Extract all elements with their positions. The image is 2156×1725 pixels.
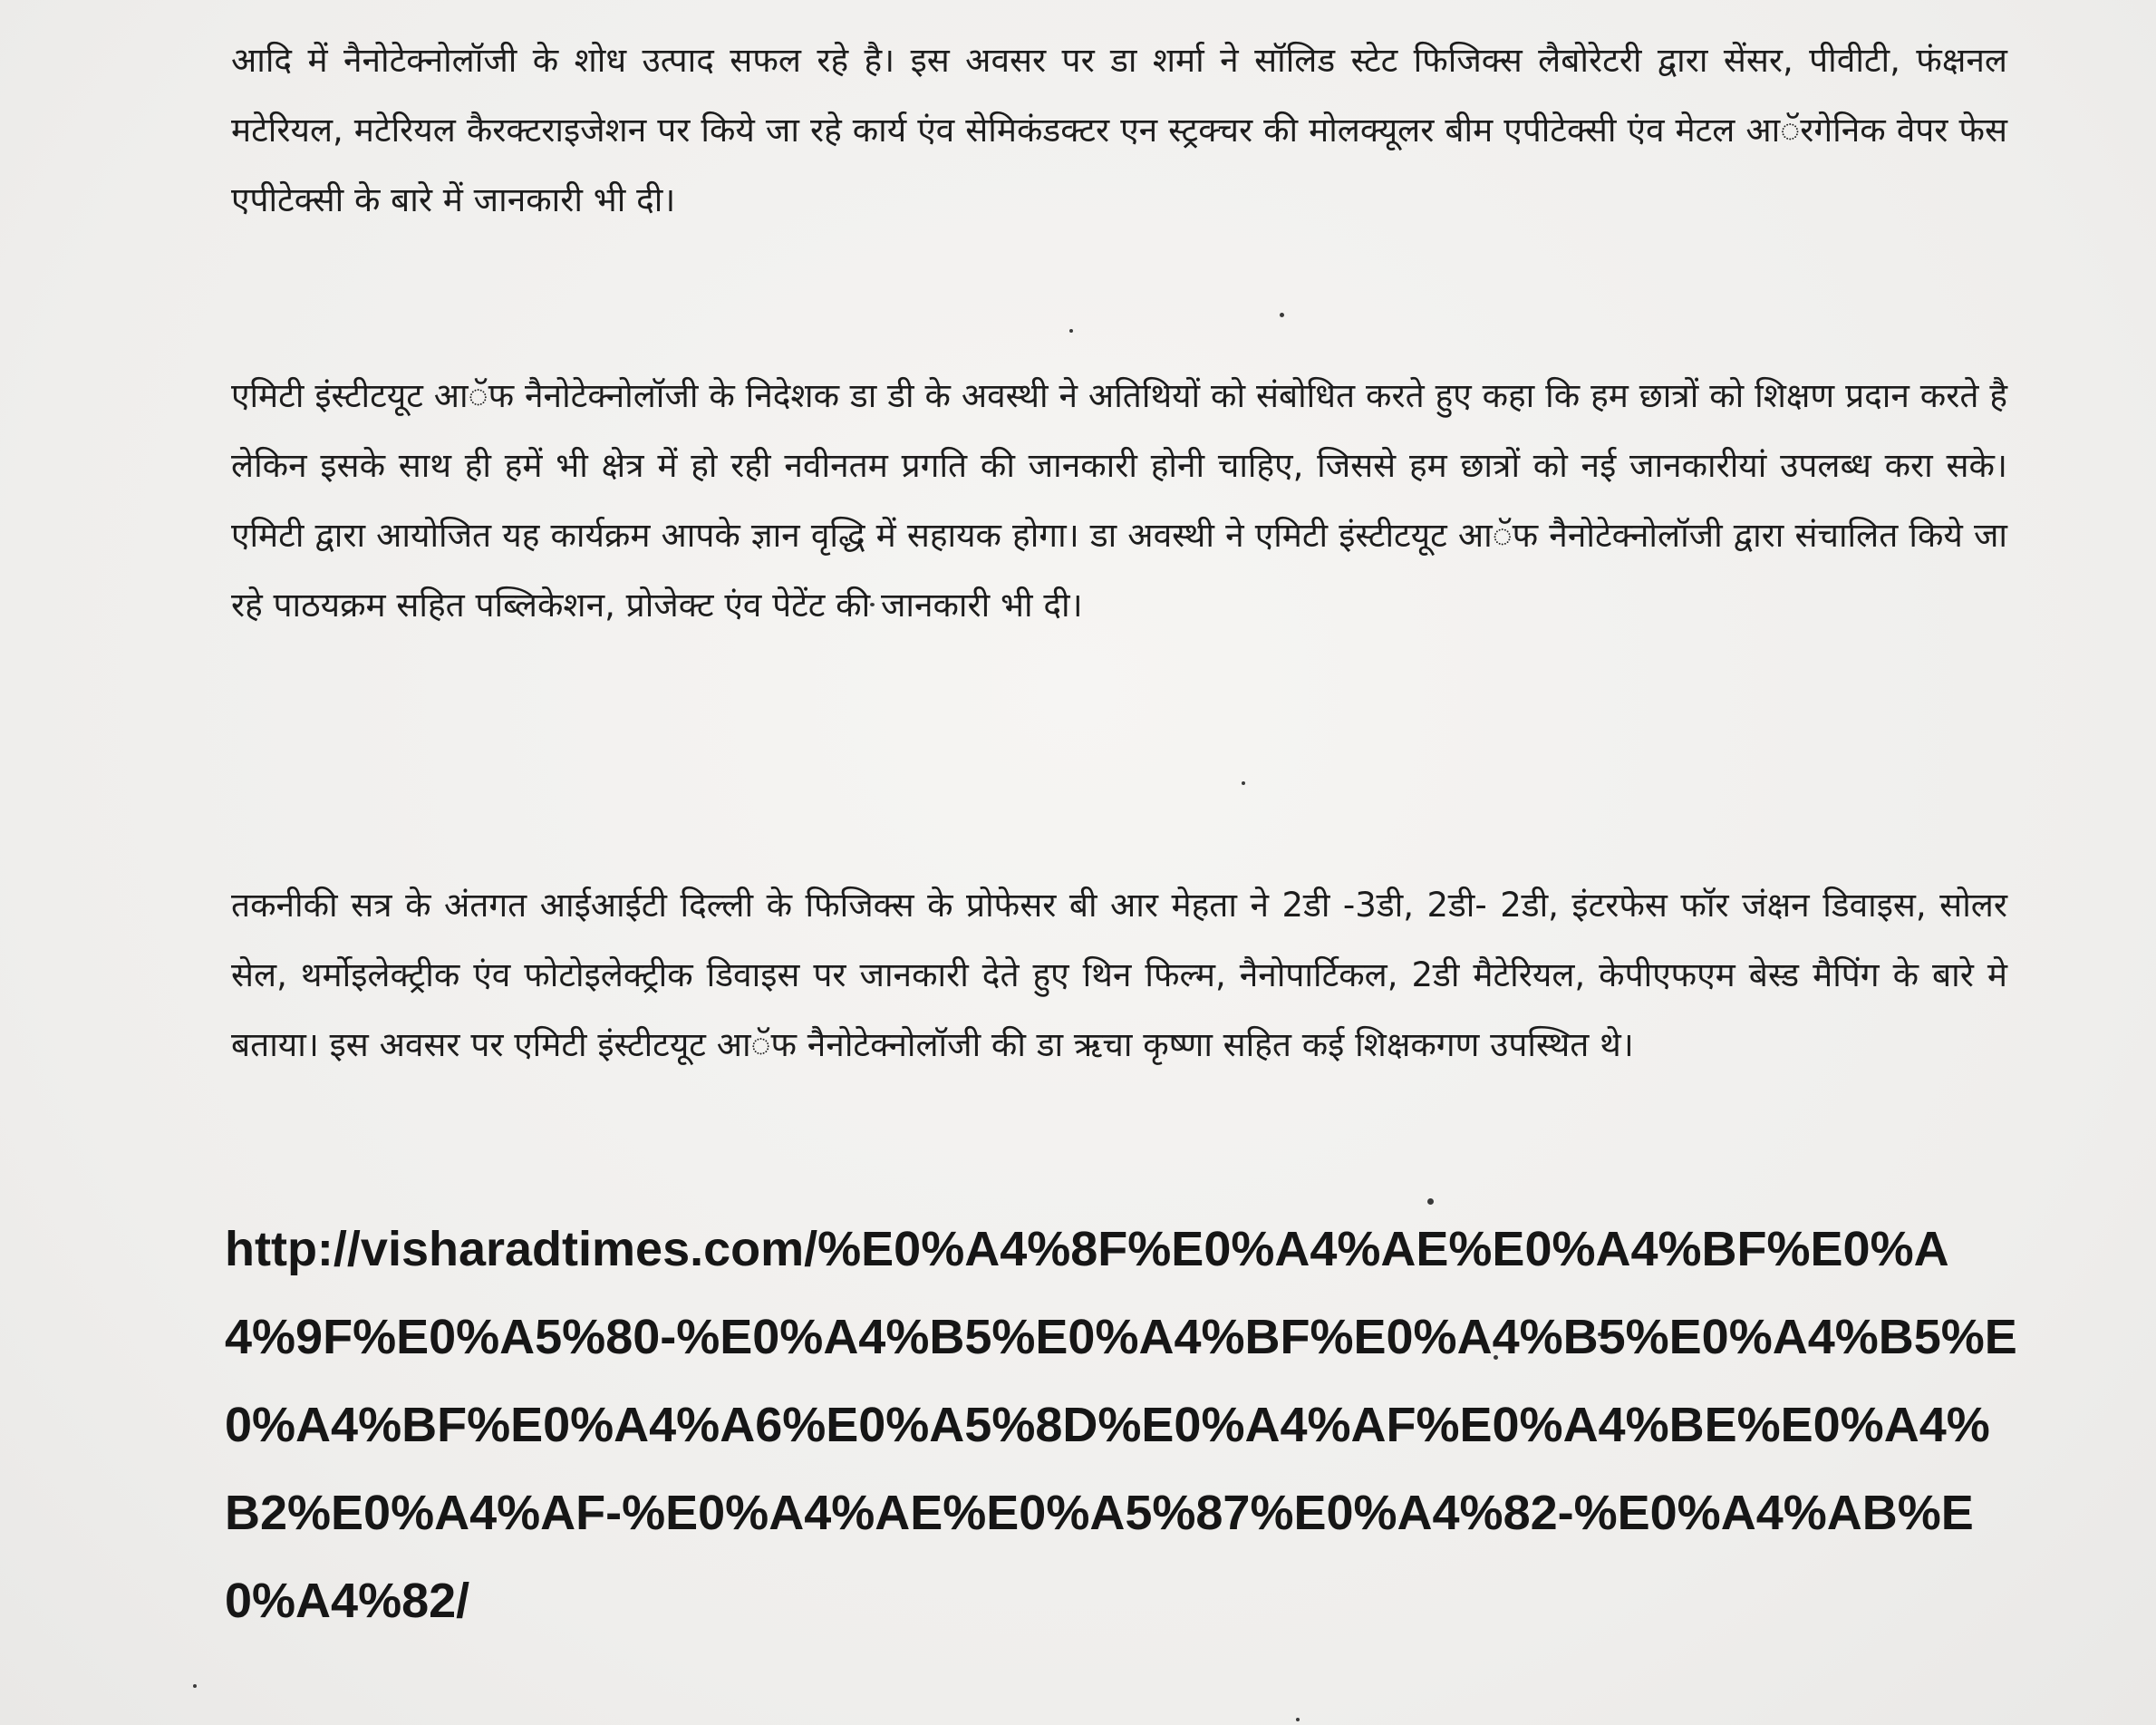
- paragraph-text: आदि में नैनोटेक्नोलॉजी के शोध उत्पाद सफल रहे है। इस अवसर पर डा शर्मा ने सॉलिड स्टेट फिजिक्स लैबोरेटरी द्वारा सेंसर, पीवीटी, फंक्षनल मटेरियल, मटेरियल कैरक्टराइजेशन पर किये जा रहे कार्य एंव सेमिकंडक्टर एन स्ट्रक्चर की मोलक्यूलर बीम एपीटेक्सी एंव मेटल आॅरगेनिक वेपर फेस एपीटेक्सी के बारे में जानकारी भी दी।: [231, 41, 2007, 219]
- paragraph-text: एमिटी इंस्टीटयूट आॅफ नैैनोटेक्नोलॉजी के निदेशक डा डी के अवस्थी ने अतिथियों को संबोधित करते हुए कहा कि हम छात्रों को शिक्षण प्रदान करते है लेकिन इसके साथ ही हमें भी क्षेत्र में हो रही नवीनतम प्रगति की जानकारी होनी चाहिए, जिससे हम छात्रों को नई जानकारीयां उपलब्ध करा सके। एमिटी द्वारा आयोजित यह कार्यक्रम आपके ज्ञान वृद्धि में सहायक होगा। डा अवस्थी ने एमिटी इंस्टीटयूट आॅफ नैैनोटेक्नोलॉजी द्वारा संचालित किये जा रहे पाठयक्रम सहित पब्लिकेशन, प्रोजेक्ट एंव पेटेंट की जानकारी भी दी।: [231, 376, 2007, 625]
- article-paragraph-3: [231, 870, 2007, 1080]
- article-paragraph-1: [231, 25, 2007, 235]
- source-url: http://visharadtimes.com/%E0%A4%8F%E0%A4%AE%E0%A4%BF%E0%A4%9F%E0%A5%80-%E0%A4%B5%E0%A4%BF%E0%A4%B5%E0%A4%B5%E0%A4%BF%E0%A4%A6%E0%A5%8D%E0%A4%AF%E0%A4%BE%E0%A4%B2%E0%A4%AF-%E0%A4%AE%E0%A5%87%E0%A4%82-%E0%A4%AB%E0%A4%82/: [225, 1222, 2017, 1628]
- scan-speck: [1242, 781, 1245, 785]
- article-paragraph-2: [231, 361, 2007, 640]
- scan-speck: [1280, 313, 1284, 317]
- scan-speck: [1069, 329, 1073, 333]
- scan-speck: [1427, 1198, 1434, 1205]
- paragraph-text: तकनीकी सत्र के अंतगत आईआईटी दिल्ली के फिजिक्स के प्रोफेसर बी आर मेहता ने 2डी -3डी, 2डी- 2डी, इंटरफेस फॉर जंक्षन डिवाइस, सोलर सेल, थर्माेइलेक्ट्रीक एंव फोटोइलेक्ट्रीक डिवाइस पर जानकारी देते हुए थिन फिल्म, नैनोपार्टिकल, 2डी मैटेरियल, केपीएफएम बेस्ड मैपिंग के बारे मे बताया। इस अवसर पर एमिटी इंस्टीटयूट आॅफ नैैनोटेक्नोलॉजी की डा ऋचा कृष्णा सहित कई शिक्षकगण उपस्थित थे।: [231, 886, 2007, 1064]
- scan-speck: [1296, 1718, 1300, 1721]
- scan-speck: [193, 1684, 197, 1688]
